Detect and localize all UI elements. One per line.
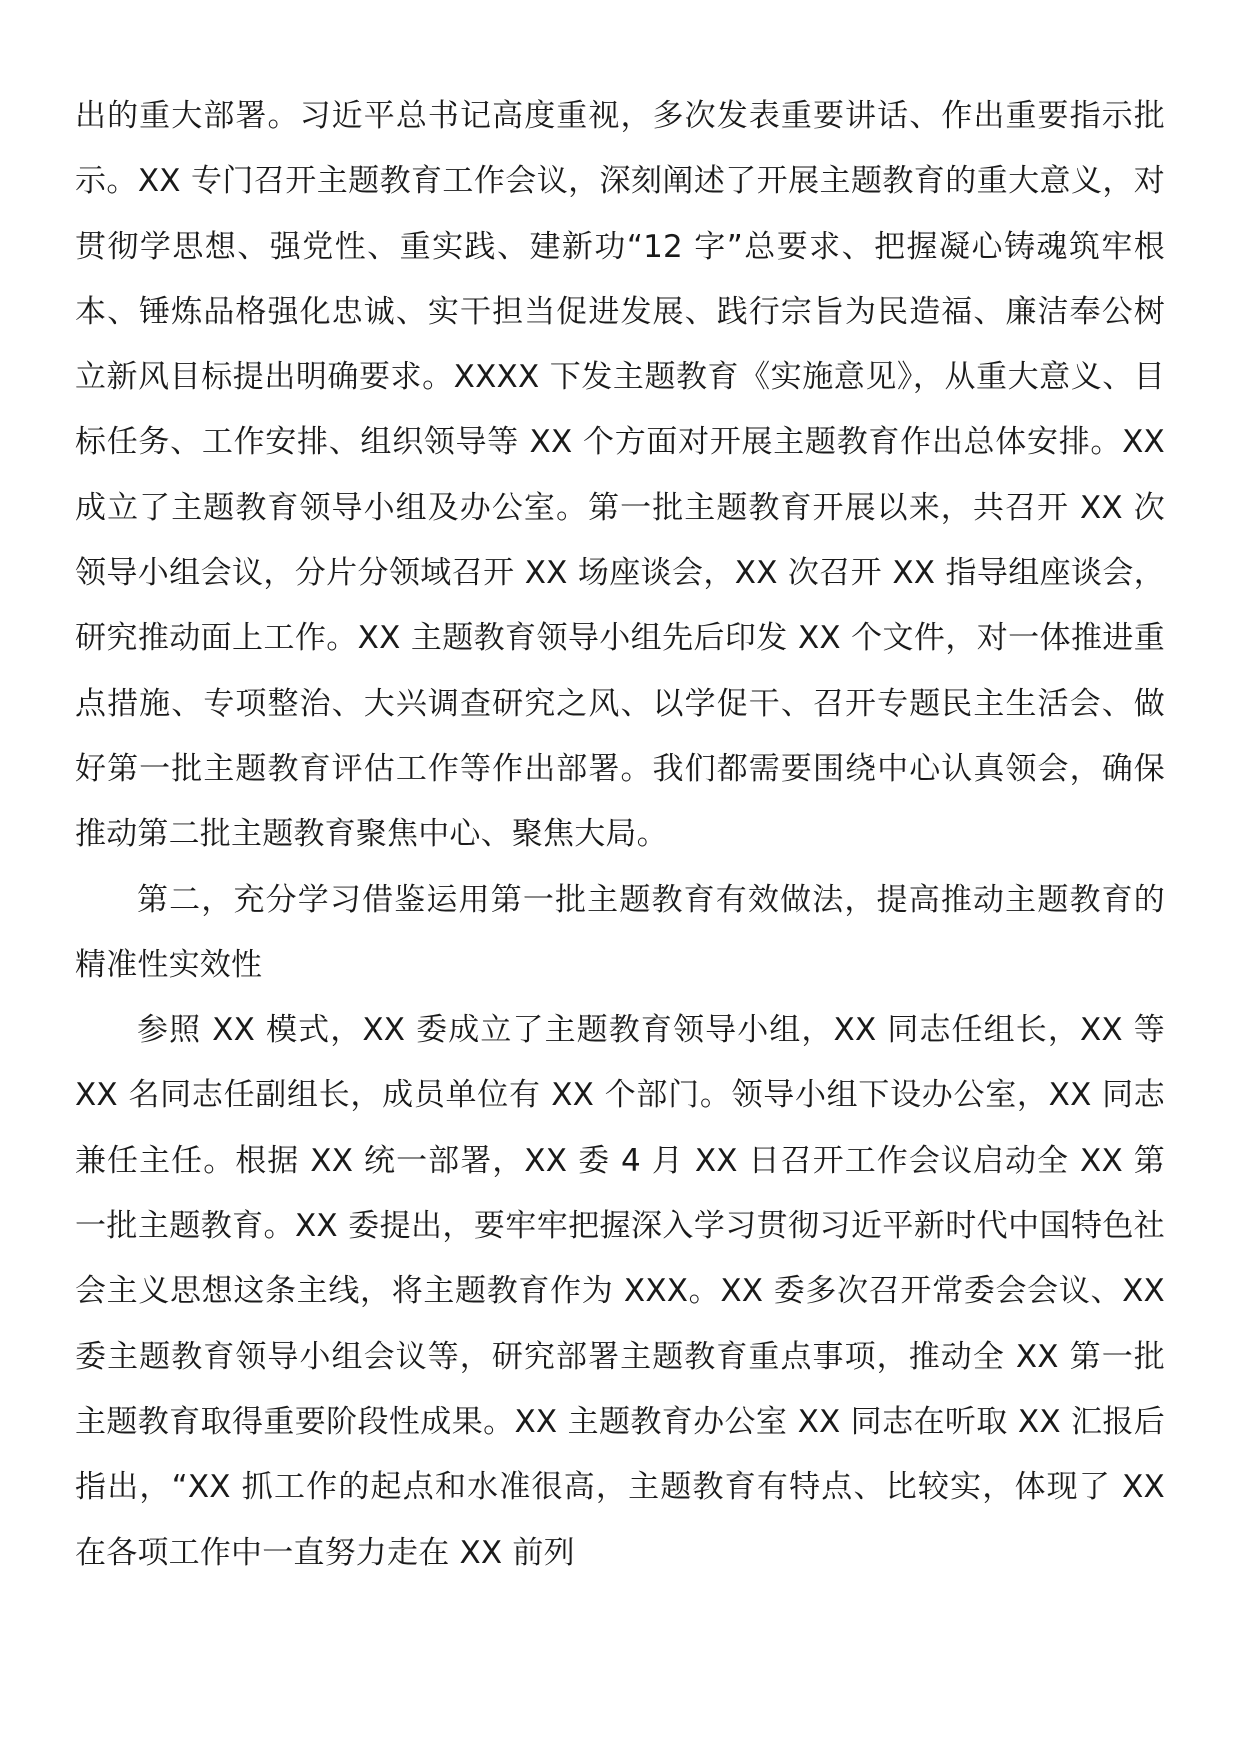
section-heading: 第二，充分学习借鉴运用第一批主题教育有效做法，提高推动主题教育的精准性实效性 [75, 881, 1165, 983]
paragraph-continuation: 出的重大部署。习近平总书记高度重视，多次发表重要讲话、作出重要指示批示。XX 专门召开主题教育工作会议，深刻阐述了开展主题教育的重大意义，对贯彻学思想、强党性、重实践、建新功“12 字”总要求、把握凝心铸魂筑牢根本、锤炼品格强化忠诚、实干担当促进发展、践行宗旨为民造福、廉洁奉公树立新风目标提出明确要求。XXXX 下发主题教育《实施意见》，从重大意义、目标任务、工作安排、组织领导等 XX 个方面对开展主题教育作出总体安排。XX 成立了主题教育领导小组及办公室。第一批主题教育开展以来，共召开 XX 次领导小组会议，分片分领域召开 XX 场座谈会，XX 次召开 XX 指导组座谈会，研究推动面上工作。XX 主题教育领导小组先后印发 XX 个文件，对一体推进重点措施、专项整治、大兴调查研究之风、以学促干、召开专题民主生活会、做好第一批主题教育评估工作等作出部署。我们都需要围绕中心认真领会，确保推动第二批主题教育聚焦中心、聚焦大局。 [75, 98, 1165, 853]
paragraph-body: 参照 XX 模式，XX 委成立了主题教育领导小组，XX 同志任组长，XX 等 XX 名同志任副组长，成员单位有 XX 个部门。领导小组下设办公室，XX 同志兼任主任。根据 XX 统一部署，XX 委 4 月 XX 日召开工作会议启动全 XX 第一批主题教育。XX 委提出，要牢牢把握深入学习贯彻习近平新时代中国特色社会主义思想这条主线，将主题教育作为 XXX。XX 委多次召开常委会会议、XX 委主题教育领导小组会议等，研究部署主题教育重点事项，推动全 XX 第一批主题教育取得重要阶段性成果。XX 主题教育办公室 XX 同志在听取 XX 汇报后指出，“XX 抓工作的起点和水准很高，主题教育有特点、比较实，体现了 XX 在各项工作中一直努力走在 XX 前列 [75, 1012, 1165, 1571]
document-body [75, 84, 1165, 1586]
